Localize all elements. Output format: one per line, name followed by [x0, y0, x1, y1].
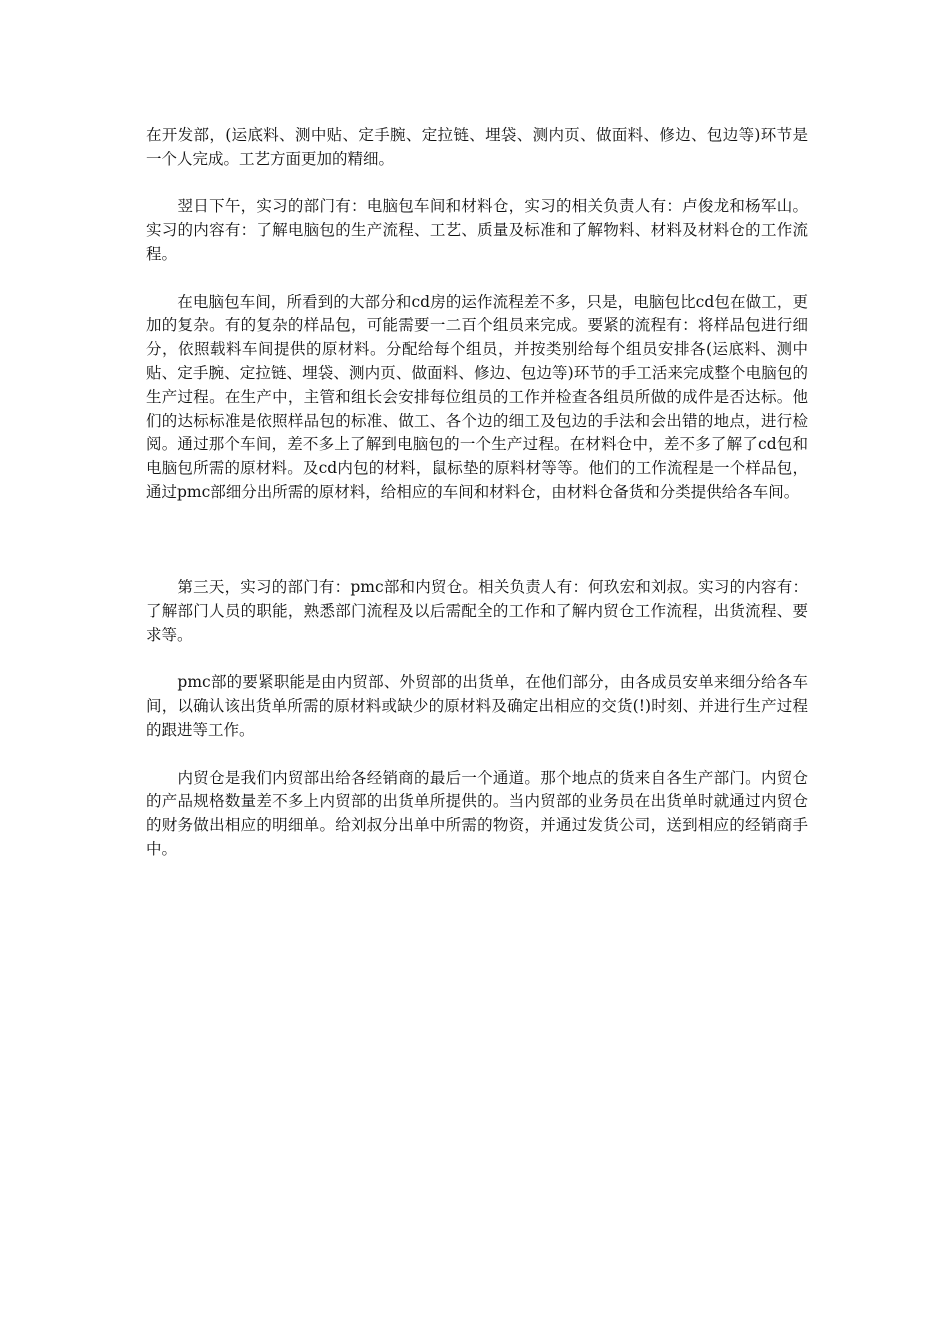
paragraph-6: 内贸仓是我们内贸部出给各经销商的最后一个通道。那个地点的货来自各生产部门。内贸仓的产品规格数量差不多上内贸部的出货单所提供的。当内贸部的业务员在出货单时就通过内贸仓的财务做出相应的明细单。给刘叔分出单中所需的物资，并通过发货公司，送到相应的经销商手中。	[146, 768, 808, 858]
paragraph-4: 第三天，实习的部门有：pmc部和内贸仓。相关负责人有：何玖宏和刘叔。实习的内容有：了解部门人员的职能，熟悉部门流程及以后需配全的工作和了解内贸仓工作流程，出货流程、要求等。	[146, 578, 808, 644]
section-spacer	[146, 505, 808, 576]
paragraph-spacer	[146, 267, 808, 291]
paragraph-3: 在电脑包车间，所看到的大部分和cd房的运作流程差不多，只是，电脑包比cd包在做工，更加的复杂。有的复杂的样品包，可能需要一二百个组员来完成。要紧的流程有：将样品包进行细分，依照载料车间提供的原材料。分配给每个组员，并按类别给每个组员安排各(运底料、测中贴、定手腕、定拉链、埋袋、测内页、做面料、修边、包边等)环节的手工活来完成整个电脑包的生产过程。在生产中，主管和组长会安排每位组员的工作并检查各组员所做的成件是否达标。他们的达标标准是依照样品包的标准、做工、各个边的细工及包边的手法和会出错的地点，进行检阅。通过那个车间，差不多上了解到电脑包的一个生产过程。在材料仓中，差不多了解了cd包和电脑包所需的原材料。及cd内包的材料，鼠标垫的原料材等等。他们的工作流程是一个样品包，通过pmc部细分出所需的原材料，给相应的车间和材料仓，由材料仓备货和分类提供给各车间。	[146, 292, 808, 501]
paragraph-spacer	[146, 648, 808, 672]
paragraph-spacer	[146, 172, 808, 196]
paragraph-2: 翌日下午，实习的部门有：电脑包车间和材料仓，实习的相关负责人有：卢俊龙和杨军山。实习的内容有：了解电脑包的生产流程、工艺、质量及标准和了解物料、材料及材料仓的工作流程。	[146, 197, 808, 263]
document-body	[146, 124, 808, 862]
paragraph-5: pmc部的要紧职能是由内贸部、外贸部的出货单，在他们部分，由各成员安单来细分给各车间，以确认该出货单所需的原材料或缺少的原材料及确定出相应的交货(!)时刻、并进行生产过程的跟进等工作。	[146, 673, 808, 739]
paragraph-1: 在开发部，(运底料、测中贴、定手腕、定拉链、埋袋、测内页、做面料、修边、包边等)环节是一个人完成。工艺方面更加的精细。	[146, 126, 808, 168]
paragraph-spacer	[146, 743, 808, 767]
